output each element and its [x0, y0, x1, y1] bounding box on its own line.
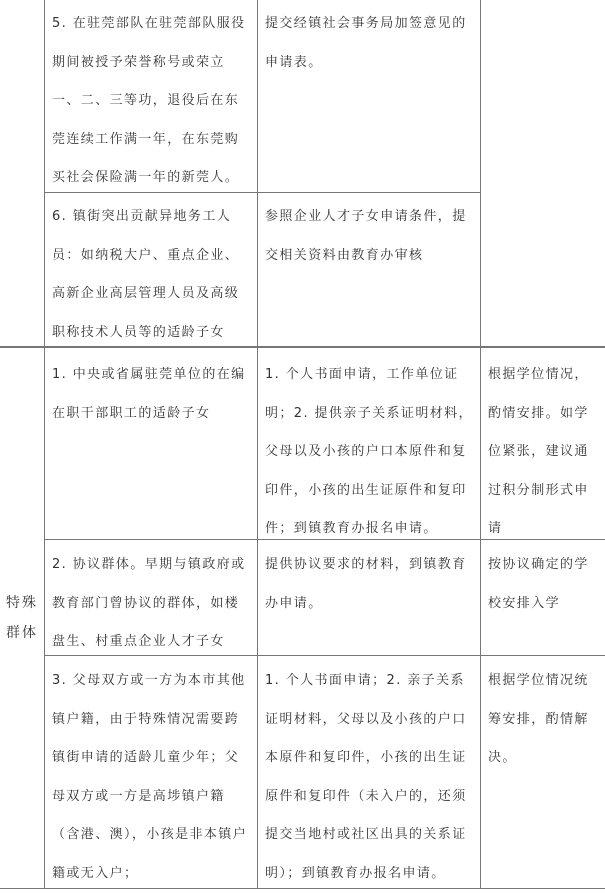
- condition-cell: 5. 在驻莞部队在驻莞部队服役期间被授予荣誉称号或荣立一、二、三等功，退役后在东莞连续工作满一年，在东莞购买社会保险满一年的新莞人。: [45, 0, 258, 193]
- arrangement-cell: 根据学位情况，酌情安排。如学位紧张，建议通过积分制形式申请: [481, 347, 605, 540]
- condition-cell: 3. 父母双方或一方为本市其他镇户籍，由于特殊情况需要跨镇街申请的适龄儿童少年；父母双方或一方是高埗镇户籍（含港、澳），小孩是非本镇户籍或无入户；: [45, 656, 258, 889]
- materials-cell: 1. 个人书面申请，工作单位证明；2. 提供亲子关系证明材料，父母以及小孩的户口本原件和复印件，小孩的出生证原件和复印件；到镇教育办报名申请。: [258, 347, 481, 540]
- materials-cell: 提交经镇社会事务局加签意见的申请表。: [258, 0, 481, 193]
- materials-cell: 1. 个人书面申请；2. 亲子关系证明材料，父母以及小孩的户口本原件和复印件，小孩的出生证原件和复印件（未入户的，还须提交当地村或社区出具的关系证明）；到镇教育办报名申请。: [258, 656, 481, 889]
- arrangement-cell: 根据学位情况统筹安排，酌情解决。: [481, 656, 605, 889]
- materials-cell: 参照企业人才子女申请条件，提交相关资料由教育办审核: [258, 193, 481, 347]
- arrangement-cell: 按协议确定的学校安排入学: [481, 540, 605, 656]
- condition-cell: 1. 中央或省属驻莞单位的在编在职干部职工的适龄子女: [45, 347, 258, 540]
- condition-cell: 6. 镇街突出贡献异地务工人员：如纳税大户、重点企业、高新企业高层管理人员及高级职称技术人员等的适龄子女: [45, 193, 258, 347]
- materials-cell: 提供协议要求的材料，到镇教育办申请。: [258, 540, 481, 656]
- category-cell-empty: [0, 0, 45, 347]
- condition-cell: 2. 协议群体。早期与镇政府或教育部门曾协议的群体，如楼盘生、村重点企业人才子女: [45, 540, 258, 656]
- category-label: 特殊群体: [0, 347, 45, 889]
- arrangement-cell-empty: [481, 0, 605, 347]
